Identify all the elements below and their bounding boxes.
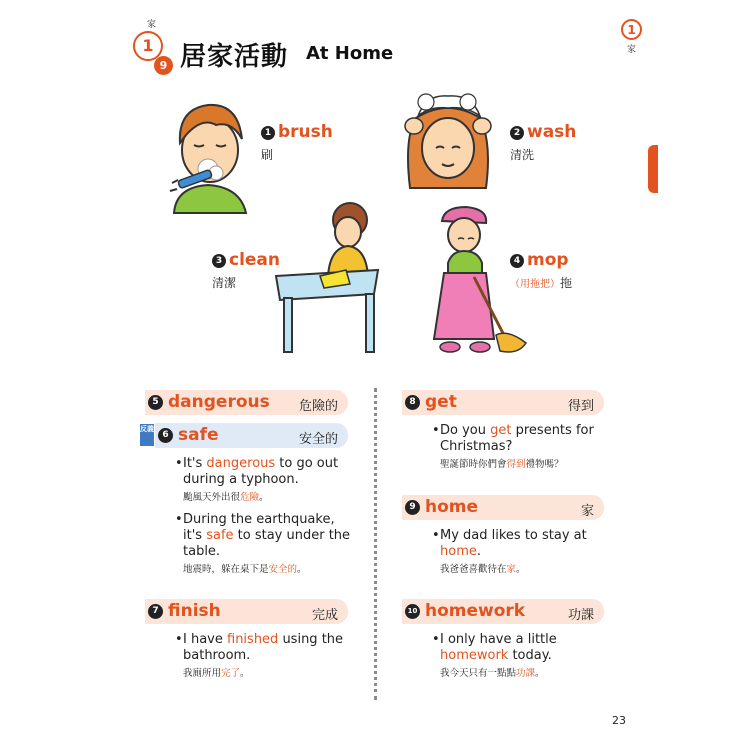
vocab-card-get [402,390,604,415]
word-english: clean [229,250,281,270]
vocab-number: 6 [158,428,173,443]
word-chinese: 拖 [560,276,573,290]
vocab-card-home [402,495,604,520]
example-keyword: home [440,544,477,559]
word-number: 4 [510,254,524,268]
unit-label: 家 [147,20,157,30]
vocab-chinese: 危險的 [298,399,338,414]
page-title-en: At Home [306,43,394,64]
vocab-english: homework [425,601,526,621]
vocab-number: 9 [405,500,420,515]
example-finish: • I have finished using the bathroom. 我廁所用完了。 [183,632,363,680]
vocab-chinese: 完成 [311,608,338,623]
vocab-number: 7 [148,604,163,619]
vocab-english: safe [178,425,219,445]
chapter-side-tab[interactable] [648,145,658,193]
example-get: • Do you get presents for Christmas? 聖誕節時你們會得到禮物嗎？ [440,423,610,471]
page-title-zh: 居家活動 [180,42,289,72]
word-mop [510,250,572,291]
vocab-card-safe [155,423,348,448]
example-homework: • I only have a little homework today. 我今天只有一點點功課。 [440,632,610,680]
vocab-english: dangerous [168,392,270,412]
chapter-label: 家 [627,45,637,55]
example-keyword: dangerous [206,456,276,471]
example-translation: 我廁所用完了。 [183,668,250,679]
wash-illustration [396,92,500,190]
vocab-number: 5 [148,395,163,410]
example-translation: 我今天只有一點點功課。 [440,668,545,679]
word-chinese-note: （用拖把） [510,279,560,290]
vocab-english: get [425,392,457,412]
example-translation: 地震時，躲在桌下是安全的。 [183,564,307,575]
example-keyword: safe [206,528,234,543]
example-keyword: get [490,423,512,438]
vocab-chinese: 功課 [567,608,594,623]
word-brush [261,122,333,163]
brush-illustration [168,95,254,215]
word-wash [510,122,576,163]
word-chinese: 刷 [261,148,274,162]
example-home: • My dad likes to stay at home. 我爸爸喜歡待在家。 [440,528,610,576]
word-english: brush [278,122,333,142]
word-number: 1 [261,126,275,140]
word-number: 2 [510,126,524,140]
word-clean [212,250,280,291]
vocab-number: 10 [405,604,420,619]
vocab-english: finish [168,601,221,621]
column-divider [374,388,377,700]
page-number: 23 [612,714,626,727]
vocab-card-dangerous [145,390,348,415]
example-translation: 颱風天外出很危險。 [183,492,269,503]
example-keyword: homework [440,648,509,663]
example-translation: 我爸爸喜歡待在家。 [440,564,526,575]
word-english: mop [527,250,569,270]
word-chinese: 清潔 [212,276,237,290]
word-chinese: 清洗 [510,148,535,162]
example-dangerous: • It's dangerous to go out during a typhoon. 颱風天外出很危險。 [183,456,363,504]
word-number: 3 [212,254,226,268]
vocab-chinese: 安全的 [298,432,338,447]
vocab-number: 8 [405,395,420,410]
example-safe: • During the earthquake, it's safe to stay under the table. 地震時，躲在桌下是安全的。 [183,512,368,576]
unit-number-badge: 1 [133,31,163,61]
word-english: wash [527,122,577,142]
example-keyword: finished [227,632,279,647]
vocab-card-finish [145,599,348,624]
lesson-number-badge: 9 [154,56,173,75]
vocab-chinese: 得到 [567,399,594,414]
vocab-english: home [425,497,479,517]
clean-illustration [274,198,382,354]
antonym-tag: 反義 [140,424,154,446]
word-chinese-line [510,274,572,291]
vocab-card-homework [402,599,604,624]
vocab-chinese: 家 [580,504,594,519]
chapter-badge: 1 [621,19,642,40]
example-translation: 聖誕節時你們會得到禮物嗎？ [440,459,564,470]
